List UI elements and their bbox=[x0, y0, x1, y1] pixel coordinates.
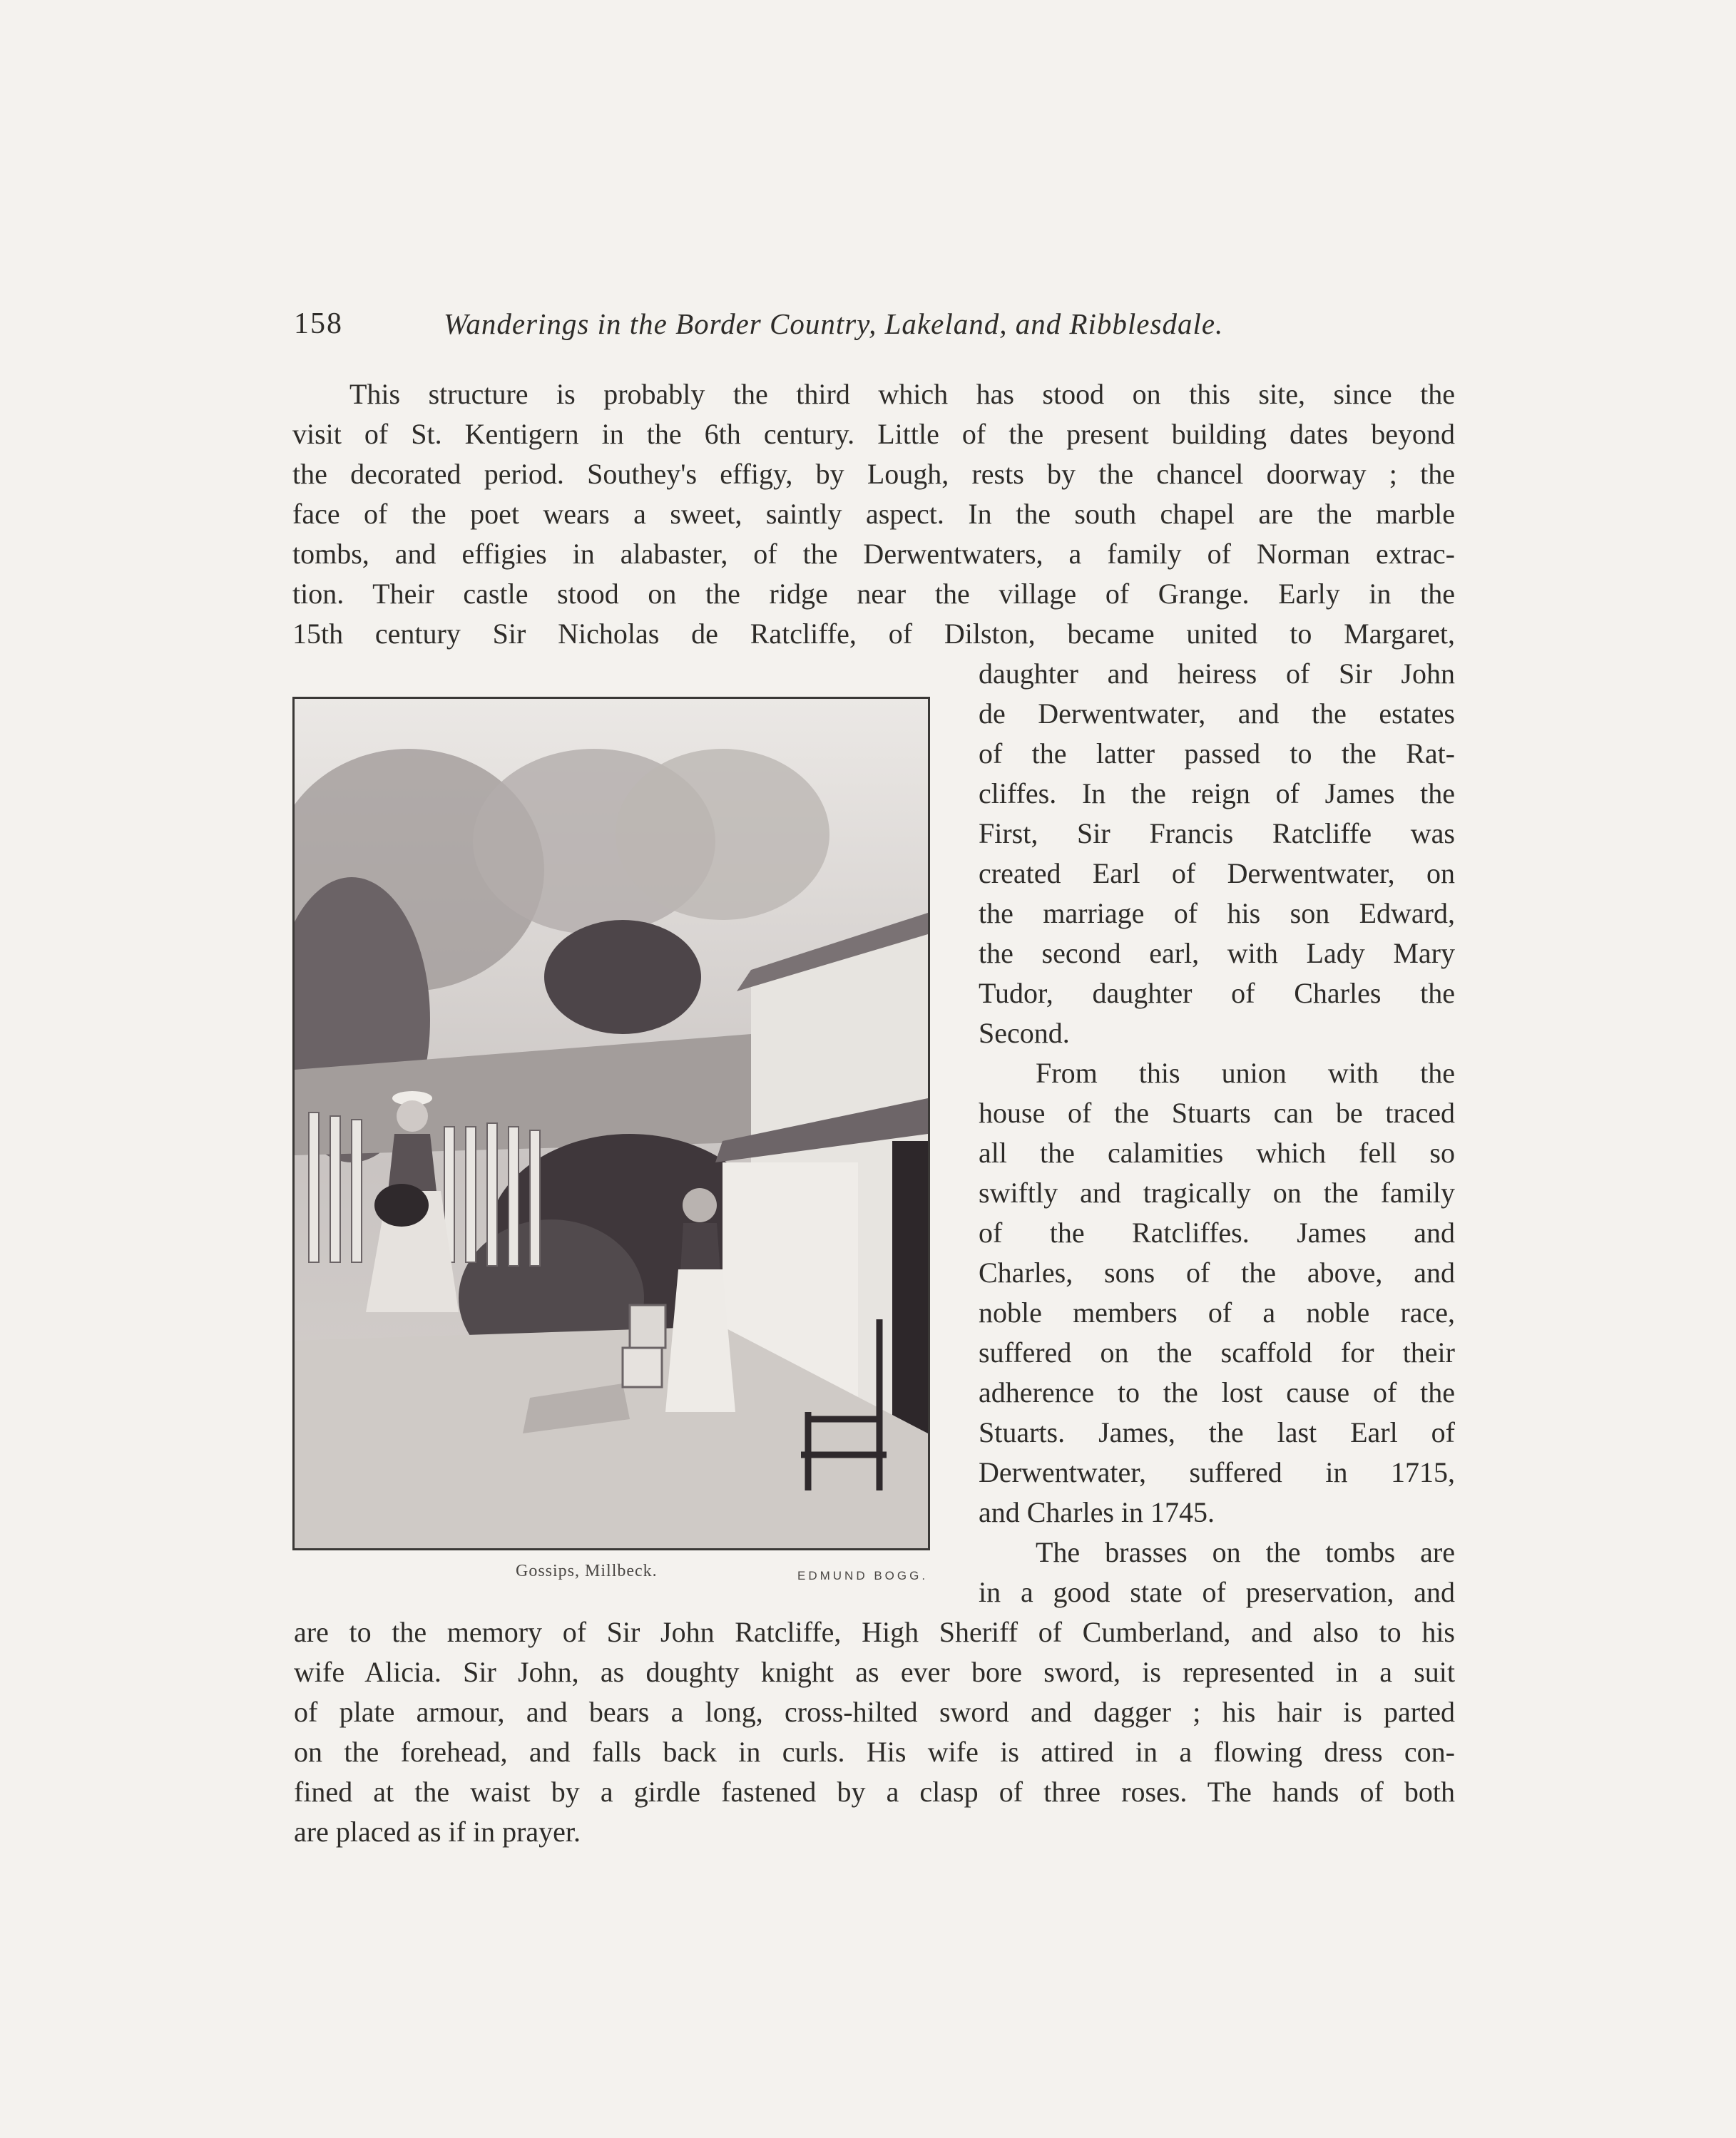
figure-credit: EDMUND BOGG. bbox=[797, 1569, 929, 1582]
text-line: of the latter passed to the Rat- bbox=[979, 737, 1455, 769]
text-line: swiftly and tragically on the family bbox=[979, 1177, 1455, 1209]
text-line: visit of St. Kentigern in the 6th century. Little of the present building dates beyond bbox=[292, 418, 1455, 450]
text-line: and Charles in 1745. bbox=[979, 1496, 1215, 1528]
text-line: the decorated period. Southey's effigy, by Lough, rests by the chancel doorway ; the bbox=[292, 458, 1455, 490]
text-line: in a good state of preservation, and bbox=[979, 1576, 1455, 1608]
text-line: de Derwentwater, and the estates bbox=[979, 697, 1455, 730]
running-header bbox=[294, 307, 1456, 357]
text-line: noble members of a noble race, bbox=[979, 1296, 1455, 1329]
text-line: of the Ratcliffes. James and bbox=[979, 1217, 1455, 1249]
text-line: are placed as if in prayer. bbox=[294, 1816, 581, 1848]
text-line: The brasses on the tombs are bbox=[979, 1536, 1455, 1568]
text-line: fined at the waist by a girdle fastened by a clasp of three roses. The hands of both bbox=[294, 1776, 1455, 1808]
text-line: cliffes. In the reign of James the bbox=[979, 777, 1455, 809]
text-line: are to the memory of Sir John Ratcliffe, High Sheriff of Cumberland, and also to his bbox=[294, 1616, 1455, 1648]
text-line: Second. bbox=[979, 1017, 1070, 1049]
text-line: all the calamities which fell so bbox=[979, 1137, 1455, 1169]
text-line: created Earl of Derwentwater, on bbox=[979, 857, 1455, 889]
text-line: This structure is probably the third which has stood on this site, since the bbox=[292, 378, 1455, 410]
text-line: Charles, sons of the above, and bbox=[979, 1257, 1455, 1289]
text-line: the marriage of his son Edward, bbox=[979, 897, 1455, 929]
text-line: Derwentwater, suffered in 1715, bbox=[979, 1456, 1455, 1488]
figure-caption: Gossips, Millbeck. bbox=[516, 1562, 658, 1580]
text-line: Stuarts. James, the last Earl of bbox=[979, 1416, 1455, 1448]
text-line: on the forehead, and falls back in curls. His wife is attired in a flowing dress con- bbox=[294, 1736, 1455, 1768]
text-line: daughter and heiress of Sir John bbox=[979, 658, 1455, 690]
text-line: First, Sir Francis Ratcliffe was bbox=[979, 817, 1455, 849]
text-line: tion. Their castle stood on the ridge near the village of Grange. Early in the bbox=[292, 578, 1455, 610]
photo-illustration bbox=[292, 697, 930, 1550]
gossips-photo bbox=[295, 699, 928, 1548]
text-line: suffered on the scaffold for their bbox=[979, 1336, 1455, 1369]
text-line: house of the Stuarts can be traced bbox=[979, 1097, 1455, 1129]
text-line: wife Alicia. Sir John, as doughty knight as ever bore sword, is represented in a suit bbox=[294, 1656, 1455, 1688]
text-line: the second earl, with Lady Mary bbox=[979, 937, 1455, 969]
text-line: adherence to the lost cause of the bbox=[979, 1376, 1455, 1408]
page-number: 158 bbox=[294, 307, 343, 340]
text-line: face of the poet wears a sweet, saintly aspect. In the south chapel are the marble bbox=[292, 498, 1455, 530]
text-line: tombs, and effigies in alabaster, of the Derwentwaters, a family of Norman extrac- bbox=[292, 538, 1455, 570]
running-title: Wanderings in the Border Country, Lakeland, and Ribblesdale. bbox=[444, 307, 1224, 340]
text-line: 15th century Sir Nicholas de Ratcliffe, of Dilston, became united to Margaret, bbox=[292, 618, 1455, 650]
text-line: Tudor, daughter of Charles the bbox=[979, 977, 1455, 1009]
text-line: From this union with the bbox=[979, 1057, 1455, 1089]
text-line: of plate armour, and bears a long, cross-hilted sword and dagger ; his hair is parted bbox=[294, 1696, 1455, 1728]
